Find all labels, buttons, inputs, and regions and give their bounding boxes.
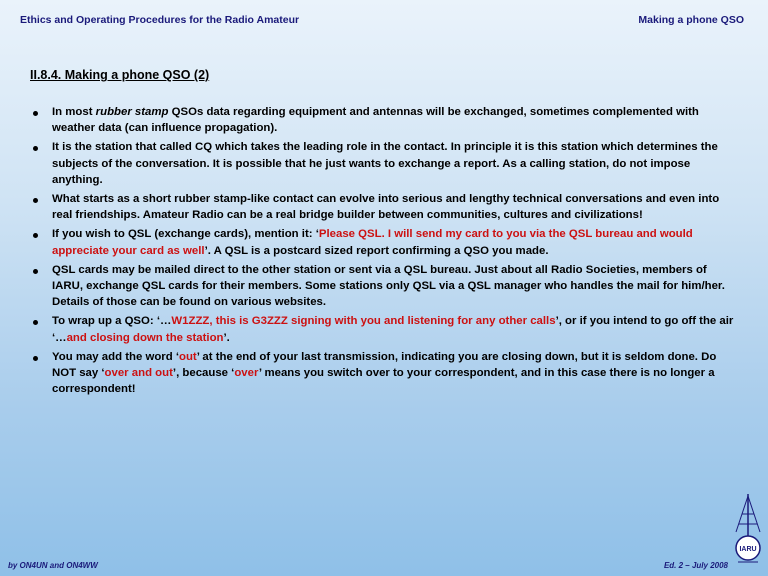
text: ’. xyxy=(223,331,230,344)
highlight-text: Please QSL. I will send my card to you via the QSL bureau and would appreciate your card as well xyxy=(52,228,693,257)
text: What starts as a short rubber stamp-like contact can evolve into serious and lengthy technical conversations and even into real friendships. Amateur Radio can be a real bridge builder between communities, cultures and civilizations! xyxy=(52,193,720,222)
text: QSOs data regarding equipment and antennas will be exchanged, sometimes complemented with weather data (can influence propagation). xyxy=(52,106,699,135)
bullet-item xyxy=(28,226,740,258)
text: If you wish to xyxy=(52,228,128,241)
text: ’ means you switch over to your correspondent, and in this case there is no longer a correspondent! xyxy=(52,367,715,396)
header-title: Ethics and Operating Procedures for the Radio Amateur xyxy=(20,14,300,26)
footer-edition: Ed. 2 – July 2008 xyxy=(663,561,728,570)
text: ’ at the end of your last transmission, indicating you are closing down, but it is seldom done. Do NOT say ‘ xyxy=(52,350,717,380)
text: (exchange cards), mention it: ‘ xyxy=(151,228,319,241)
bullet-dot-icon xyxy=(33,111,38,116)
highlight-text: over and out xyxy=(104,367,173,380)
bullet-dot-icon xyxy=(33,356,38,361)
bullet-item xyxy=(28,349,740,398)
highlight-text: and closing down the station xyxy=(66,331,224,344)
text: You may add the word ‘ xyxy=(52,350,179,363)
emphasis-text: rubber stamp xyxy=(95,106,169,118)
text: ’. A QSL is a postcard sized report confirming a QSO you made. xyxy=(204,244,549,257)
bold-text: QSL xyxy=(127,228,152,241)
iaru-logo-icon xyxy=(732,492,764,570)
text: To wrap up a QSO: ‘… xyxy=(52,315,172,328)
footer-authors: by ON4UN and ON4WW xyxy=(8,561,98,570)
bullet-dot-icon xyxy=(33,233,38,238)
text: It is the station that called CQ which takes the leading role in the contact. In principle it is this station which determines the subjects of the conversation. It is possible that he just wants to exchange a report. As a calling station, do not impose anything. xyxy=(52,141,718,186)
bullet-list xyxy=(28,104,740,400)
text: ’, or if you intend to go off the air ‘… xyxy=(52,315,734,344)
page-title: II.8.4. Making a phone QSO (2) xyxy=(30,68,210,82)
highlight-text: out xyxy=(179,350,197,363)
header-section: Making a phone QSO xyxy=(638,14,744,26)
bullet-dot-icon xyxy=(33,198,38,203)
text: QSL cards may be mailed direct to the other station or sent via a QSL bureau. Just about all Radio Societies, members of IARU, exchange QSL cards for their members. Some stations only QSL via a QSL manager who handles the mail for him/her. Details of those can be found on various websites. xyxy=(52,263,725,309)
bullet-item xyxy=(28,104,740,136)
bullet-item xyxy=(28,262,740,311)
logo-text: IARU xyxy=(739,546,757,553)
bullet-dot-icon xyxy=(33,146,38,151)
bullet-item xyxy=(28,313,740,345)
bullet-dot-icon xyxy=(33,320,38,325)
bullet-dot-icon xyxy=(33,269,38,274)
bullet-item xyxy=(28,139,740,188)
highlight-text: over xyxy=(234,367,259,380)
bullet-item xyxy=(28,191,740,223)
text: ’, because ‘ xyxy=(172,367,235,380)
text: In most xyxy=(52,106,96,118)
highlight-text: W1ZZZ, this is G3ZZZ signing with you and listening for any other calls xyxy=(171,315,556,328)
